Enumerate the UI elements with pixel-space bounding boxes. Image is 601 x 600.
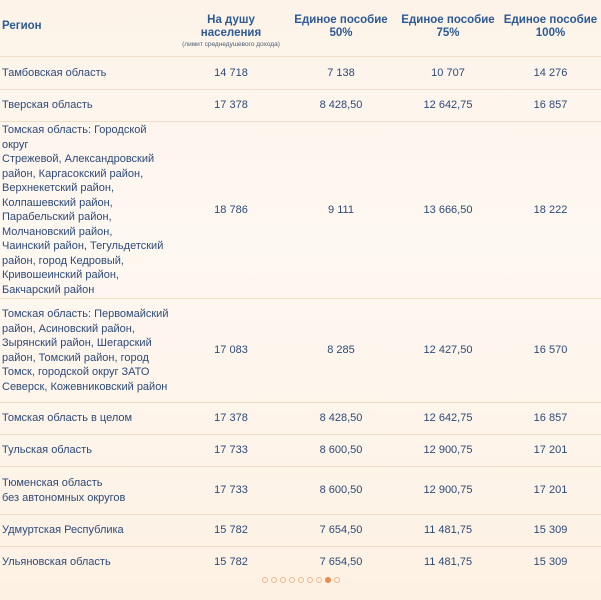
cell-benefit-100: 17 201 [500, 467, 601, 515]
header-benefit-75: Единое пособие 75% [396, 8, 500, 57]
header-per-capita [176, 8, 286, 57]
cell-benefit-100: 16 857 [500, 90, 601, 122]
cell-benefit-50: 7 654,50 [286, 515, 396, 547]
cell-benefit-75: 12 642,75 [396, 403, 500, 435]
cell-per-capita: 14 718 [176, 57, 286, 90]
cell-benefit-50: 7 138 [286, 57, 396, 90]
cell-benefit-100: 16 857 [500, 403, 601, 435]
table-row [0, 435, 601, 467]
benefit-table [0, 8, 601, 578]
cell-per-capita: 15 782 [176, 515, 286, 547]
pagination-dot[interactable] [271, 577, 277, 583]
table-header-row [0, 8, 601, 57]
header-benefit-50: Единое пособие 50% [286, 8, 396, 57]
pagination-dot[interactable] [262, 577, 268, 583]
cell-benefit-100: 15 309 [533, 556, 568, 569]
cell-benefit-50: 9 111 [286, 122, 396, 299]
cell-region: Удмуртская Республика [0, 515, 176, 547]
table-row [0, 57, 601, 90]
cell-region: Тюменская область без автономных округов [0, 467, 176, 515]
cell-region: Ульяновская область [2, 556, 111, 569]
pagination-dot-active[interactable] [325, 577, 331, 583]
cell-benefit-75: 12 642,75 [396, 90, 500, 122]
header-per-capita-note: (лимит среднедушевого дохода) [182, 41, 280, 48]
cell-region: Тверская область [0, 90, 176, 122]
table-row [0, 467, 601, 515]
header-region: Регион [0, 8, 176, 57]
cell-per-capita: 17 378 [176, 90, 286, 122]
cell-benefit-50: 8 428,50 [286, 90, 396, 122]
cell-region: Томская область: Городской округ Стрежевой, Александровский район, Каргасокский район, Верхнекетский район, Колпашевский район, Парабельский район, Молчановский район, Чаинский район, Тегульдетский район, город Кедровый, Кривошеинский район, Бакчарский район [0, 122, 176, 299]
cell-benefit-75: 11 481,75 [396, 515, 500, 547]
cell-benefit-100: 17 201 [500, 435, 601, 467]
cell-per-capita: 17 378 [176, 403, 286, 435]
cell-benefit-50: 8 428,50 [286, 403, 396, 435]
cell-region: Тульская область [0, 435, 176, 467]
cell-benefit-75: 13 666,50 [396, 122, 500, 299]
header-benefit-100: Единое пособие 100% [500, 8, 601, 57]
cell-per-capita: 17 733 [176, 467, 286, 515]
cell-benefit-75: 10 707 [396, 57, 500, 90]
cell-benefit-100: 18 222 [500, 122, 601, 299]
table-row [0, 299, 601, 403]
cell-benefit-100: 15 309 [500, 515, 601, 547]
cell-benefit-75: 12 900,75 [396, 435, 500, 467]
table-row [0, 515, 601, 547]
table-row [0, 547, 601, 579]
pagination-dot[interactable] [334, 577, 340, 583]
cell-benefit-75: 12 900,75 [396, 467, 500, 515]
cell-benefit-50: 7 654,50 [319, 556, 363, 569]
pagination-dot[interactable] [307, 577, 313, 583]
header-per-capita-label: На душу населения [200, 14, 262, 39]
cell-benefit-50: 8 600,50 [286, 467, 396, 515]
pagination-dot[interactable] [316, 577, 322, 583]
table-row [0, 122, 601, 299]
cell-benefit-50: 8 285 [286, 299, 396, 403]
pagination-dot[interactable] [289, 577, 295, 583]
cell-region: Томская область: Первомайский район, Асиновский район, Зырянский район, Шегарский район, Томский район, город Томск, городской округ ЗАТО Северск, Кожевниковский район [0, 299, 176, 403]
pagination-dot[interactable] [298, 577, 304, 583]
pagination-dot[interactable] [280, 577, 286, 583]
table-row [0, 90, 601, 122]
cell-benefit-100: 16 570 [500, 299, 601, 403]
cell-benefit-75: 12 427,50 [396, 299, 500, 403]
cell-benefit-100: 14 276 [500, 57, 601, 90]
cell-per-capita: 18 786 [176, 122, 286, 299]
cell-benefit-50: 8 600,50 [286, 435, 396, 467]
cell-per-capita: 15 782 [214, 556, 248, 569]
table-row [0, 403, 601, 435]
cell-region: Томская область в целом [0, 403, 176, 435]
cell-region: Тамбовская область [0, 57, 176, 90]
cell-per-capita: 17 083 [176, 299, 286, 403]
pagination-dots [0, 577, 601, 583]
cell-benefit-75: 11 481,75 [423, 556, 473, 569]
cell-per-capita: 17 733 [176, 435, 286, 467]
